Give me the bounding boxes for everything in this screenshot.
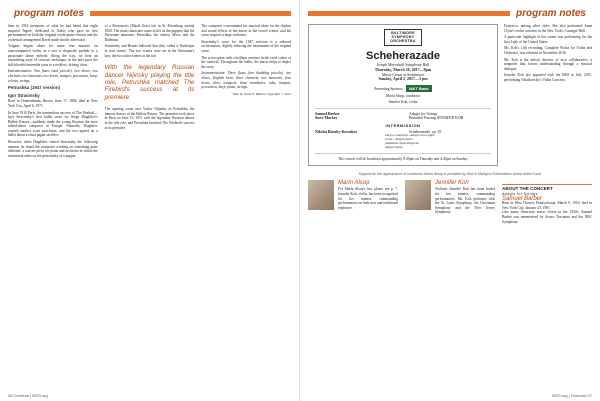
paragraph: later in 1914 memories of what he had heard that night inspired Tagore, dedicated to Aubry who gave its first performance) in both the original violin-piano version and the orchestral arrangement Ravel made shortly afterward. (8, 24, 98, 42)
paragraph: Ms. Koh's 11th recording, Complete Works for Violin and Orchestra, was released in November 2016. (504, 46, 592, 55)
broadcast-note: The concert will be broadcast approximately 9:45pm on Thursday and 4:45pm on Sunday. (338, 157, 468, 161)
composer-name: Igor Stravinsky (8, 92, 40, 98)
item-work: Adagio for Strings (409, 111, 438, 116)
divider (315, 153, 491, 154)
logo-line: SYMPHONY (391, 35, 415, 40)
item-work: Scheherazade, op. 35 (409, 129, 442, 134)
header-rule (308, 11, 510, 16)
pull-quote: With the legendary Russian dancer Nijinsky playing the title role, Petrushka matched The Firebird's success at its premiere. (104, 64, 195, 101)
text-columns (8, 24, 291, 160)
logo-line: ORCHESTRA (390, 39, 416, 44)
program-venue: Music Center at Strathmore (381, 72, 425, 77)
program-box (308, 24, 498, 166)
artist-bios (308, 180, 592, 224)
instrumentation: Instrumentation: Two flutes (and piccolo), two oboes, two clarinets, two bassoons, two horns, trumpet, percussion, harp, celesta, strings. (8, 69, 98, 83)
artist-name: Marin Alsop (338, 180, 370, 187)
paragraph: The composer concentrated his musical ideas on the rhythm and sound effects of the music in the crowd scenes, and his score requires a large orchestra. (201, 24, 292, 38)
page-folio: 26 Overture | BSO.org (8, 393, 48, 398)
program-area (308, 24, 592, 166)
column-3 (201, 24, 291, 160)
section-tag: program notes (14, 7, 85, 19)
orchestra-logo (384, 29, 421, 46)
paragraph: A particular highlight of her career was performing for the first Lady of the United States. (504, 35, 592, 44)
movement: Allegro molto (385, 145, 403, 150)
paragraph: Tzigane begins alone for some four minutes on unaccompanied violin, as a sort of rhapsodic prelude to a passionate dance melody. Along the way, we hear an astonishing array of virtuosic technique; in the later parts the full-blooded ensemble joins in a reckless, driving close. (8, 44, 98, 67)
about-work-label: Adagio for Strings (502, 192, 538, 196)
paragraph: Jennifer Koh last appeared with the BSO in July 2015, performing Tchaikovsky's Violin Concerto. (504, 73, 592, 82)
instrumentation: Instrumentation: Three flutes (two doubling piccolo), two oboes, English horn, three clarinets, two bassoons, four horns, three trumpets, three trombones, tuba, timpani, percussion, harp, piano, strings. (201, 71, 292, 90)
bio-soloist (405, 180, 495, 224)
soloist: Jennifer Koh, violin (388, 100, 418, 105)
item-composer: Nikolai Rimsky-Korsakov (315, 129, 358, 134)
page-header (8, 7, 291, 19)
program-venue: Joseph Meyerhoff Symphony Hall (376, 63, 430, 68)
item-work: Beautiful Passing JENNIFER KOH (409, 116, 464, 121)
column-2 (105, 24, 195, 160)
program-date: Thursday, March 30, 2017—8pm (374, 67, 432, 72)
bio-column (504, 24, 592, 166)
sponsor-label: Presenting Sponsor: (374, 86, 404, 91)
column-1 (8, 24, 98, 160)
header-rule (90, 11, 291, 16)
sponsor-logo: M&T Bank (406, 85, 432, 92)
logo-line: BALTIMORE (391, 31, 415, 35)
movement: Lento—Allegro molto (385, 137, 413, 142)
artist-photo (405, 180, 431, 210)
movement: Andantino quasi allegretto (385, 141, 420, 146)
about-heading: ABOUT THE CONCERT (502, 184, 592, 192)
page-folio: BSO.org | Overture 27 (552, 393, 592, 398)
about-life: Born in West Chester, Pennsylvania, March 9, 1910; died in New York City, January 23, 1981 (502, 201, 592, 210)
program-date: Sunday, April 2, 2017—3 pm (378, 76, 428, 82)
support-note: Support for the appearance of conductor Marin Alsop is provided by Bob & Marilynn Edmondson Guest Artist Fund. (358, 172, 542, 177)
sponsor-line (315, 85, 491, 92)
paragraph: However, when Diaghilev visited Stravinsky the following autumn, he found the composer working on something quite different: a concert piece for piano and orchestra in which the instrument takes on the personality of a puppet. (8, 140, 98, 158)
paragraph: Stravinsky and Benois believed that they called it 'burlesque in four scenes'. The two scenes were set in the Showman's box; the two outer scenes in the fair. (104, 44, 195, 58)
paragraph: Ms. Koh is the artistic director of arco collaborative, a nonprofit that fosters understanding through a musical dialogue. (504, 57, 592, 71)
conductor: Marin Alsop, conductor (385, 93, 421, 98)
work-title: Petrushka (1947 version) (8, 85, 60, 91)
composer-life: Born in Oranienbaum, Russia, June 17, 1882; died in New York City, April 6, 1971 (8, 99, 98, 108)
item-composer: Steve Mackey (315, 116, 338, 121)
paragraph: The opening scene uses Vaslav Nijinsky as Petrushka, the famous dancer of the Ballets Russes. The premiere took place in Paris on June 13, 1911 with the legendary Russian dancer in the title role, and Petrushka matched The Firebird's success at its premiere. (104, 107, 195, 130)
section-tag: program notes (515, 7, 586, 19)
divider (315, 108, 491, 109)
about-text: Like many American music lovers in the 1930s, Samuel Barber was mesmerized by Arturo Toscanini and the NBC Symphony. (502, 210, 592, 224)
bio-text: For Marin Alsop's bio, please see p. 7. Jennifer Koh, violin, has been recognized for her intense, commanding performances on both new and traditional repertoire. (338, 187, 398, 210)
artist-name: Jennifer Koh (435, 180, 469, 187)
paragraph: The score opens with a brilliant overture in the vivid colors of the carnival. Throughout the ballet, the music helps to depict the story. (201, 55, 292, 69)
artist-photo (308, 180, 334, 210)
movement: Largo e maestoso—Allegro non troppo (385, 133, 435, 138)
program-title: Scheherazade (366, 50, 440, 63)
paragraph: In June 1910 Paris, the tremendous success of The Firebird—Igor Stravinsky's first ballet score for Serge Diaghilev's Ballets Russes—suddenly made the young Russian the most talked-about composer in Europe. Naturally, Diaghilev wanted another score post-haste, and the two agreed on a ballet about a ritual pagan sacrifice. (8, 110, 98, 138)
intermission: INTERMISSION (385, 122, 421, 128)
paragraph: Stravinsky's score for the 1947 revision is a reduced orchestration, slightly reducing the instruments of the original score. (201, 39, 292, 53)
paragraph: Francisco, among other cities. She also performed Anna Clyne's violin concerto in the New York's Carnegie Hall. (504, 24, 592, 33)
item-composer: Samuel Barber (315, 111, 340, 116)
program-item (315, 116, 491, 121)
page-header (308, 7, 592, 19)
bio-text: Violinist Jennifer Koh has been hailed for her intense, commanding performances. Ms. Koh performs with the St. Louis Symphony, the Cincinnati Symphony and the New Jersey Symphony. (435, 187, 495, 215)
paragraph: of a Showmen's (Mardi Gras) fair in St. Petersburg around 1830. The main characters come to life as the puppets that the Showman animates; Petrushka, the clumsy Moor, and the Ballerina. (104, 24, 195, 42)
about-concert (502, 180, 592, 224)
bio-conductor (308, 180, 398, 224)
note-credit: Note by Janet E. Bedell, Copyright © 2017 (232, 91, 292, 96)
right-page (300, 0, 600, 401)
about-composer: Samuel Barber (502, 195, 543, 202)
